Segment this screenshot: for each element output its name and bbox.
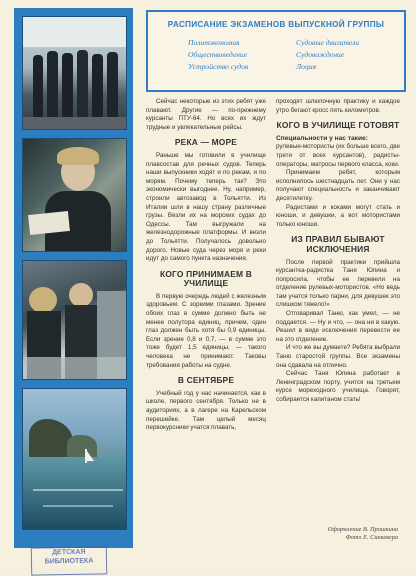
- exceptions-paragraph: После первой практики прийшла курсантка-радистка Таня Юпина и попросила, чтобы ее перевели на отделение рулевых-мотористов. «Но ведь там учатся только парни, для девушек это слишком тяжело!»: [276, 258, 400, 309]
- accept-paragraph: Принимаем ребят, которым исполнилось шестнадцать лет. Они у нас получают специальность и заканчивают десятилетку.: [276, 169, 400, 202]
- exam-item: Лоция: [296, 62, 317, 71]
- heading-river-sea: РЕКА — МОРЕ: [174, 137, 238, 148]
- text-column-right: [276, 98, 400, 405]
- design-credit: Оформление В. Прошкина: [327, 526, 398, 533]
- final-paragraph: Сейчас Таня Юпина работает в Ленинградском порту, учится на третьем курсе мореходного училища. Говорят, собирается капитаном стать!: [276, 370, 400, 403]
- exam-item: Судовые двигатели: [296, 38, 360, 47]
- photo-cadets-lineup: [22, 16, 127, 130]
- september-paragraph: Учебный год у нас начинается, как в школе, первого сентября. Только не в аудиториях, а в лагере на Карельском перешейке. Там целый месяц первокурсники учатся плавать,: [146, 389, 266, 432]
- answer-paragraph: Отговаривал Таню, как умел, — не поддается. — Ну и что, — она ни в какую. Решил в виде исключения перевести ее на это отделение.: [276, 310, 400, 343]
- exam-schedule-title: РАСПИСАНИЕ ЭКЗАМЕНОВ ВЫПУСКНОЙ ГРУППЫ: [167, 20, 385, 29]
- photo-column: [14, 8, 133, 548]
- exam-item: Политэкономия: [188, 38, 240, 47]
- credits: [258, 526, 398, 542]
- who-we-accept-paragraph: В первую очередь людей с железным здоровьем. С зоркими глазами. Зрение обоих глаз в сумме должно быть не менее полутора единиц, причем, один глаз должен быть хотя бы 0,9 единицы. Если зрение 0,8 и 0,7, — в сумме это тоже будет 1,5 единицы, — такого человека не принимают. Таковы требования работы на судне.: [146, 292, 266, 369]
- exam-schedule-box: [146, 10, 406, 92]
- heading-exceptions: ИЗ ПРАВИЛ БЫВАЮТ ИСКЛЮЧЕНИЯ: [291, 234, 385, 254]
- specialties-paragraph: рулевые-мотористы (их больше всего, две трети от всех курсантов), радисты-операторы, матросы первого класса, коки.: [276, 143, 400, 168]
- photo-engine-room: [22, 260, 127, 380]
- specialties-title: Специальности у нас такие:: [276, 134, 368, 142]
- photo-credit: Фото Е. Синкевера: [345, 534, 398, 541]
- continuation-paragraph: проходят шлюпочную практику и каждое утро бегают кросс пять километров.: [276, 98, 400, 114]
- river-sea-paragraph: Раньше мы готовили в училище плавсостав для речных судов. Теперь наши выпускники ходят и по рекам, и по морям. Почему теперь так? Это экономически выгоднее. Ну, например, строили автозавод в Тольятти. Из Италии шли в нашу страну различные грузы. Везли их на морских судах до Одессы. Там выгружали на железнодорожные платформы. И везли до Тольятти. Получалось довольно дорого. Новые суда через моря и реки идут до самого пункта назначения.: [146, 151, 266, 263]
- radio-paragraph: Радистами и коками могут стать и юноши, и девушки, а вот мотористами только юноши.: [276, 203, 400, 228]
- exam-item: Обществоведение: [188, 50, 248, 59]
- text-column-middle: [146, 98, 266, 433]
- exam-item: Устройство судов: [188, 62, 249, 71]
- library-stamp: ДЕТСКАЯ БИБЛИОТЕКА: [31, 546, 107, 575]
- now-paragraph: И что же вы думаете? Ребята выбрали Таню старостой группы. Все экзамены она сдавала на отлично.: [276, 344, 400, 369]
- heading-who-we-accept: КОГО ПРИНИМАЕМ В УЧИЛИЩЕ: [160, 268, 252, 289]
- intro-paragraph: Сейчас некоторые из этих ребят уже плавают. Другие — по-прежнему курсанты ПТУ-64. Но всех их ждут трудные и увлекательные рейсы.: [146, 98, 266, 131]
- photo-sea-rock: [22, 388, 127, 530]
- photo-girl-cadet: [22, 138, 127, 252]
- heading-september: В СЕНТЯБРЕ: [177, 375, 235, 386]
- exam-item: Судовождение: [296, 50, 345, 59]
- heading-who-we-train: КОГО В УЧИЛИЩЕ ГОТОВЯТ: [276, 120, 400, 131]
